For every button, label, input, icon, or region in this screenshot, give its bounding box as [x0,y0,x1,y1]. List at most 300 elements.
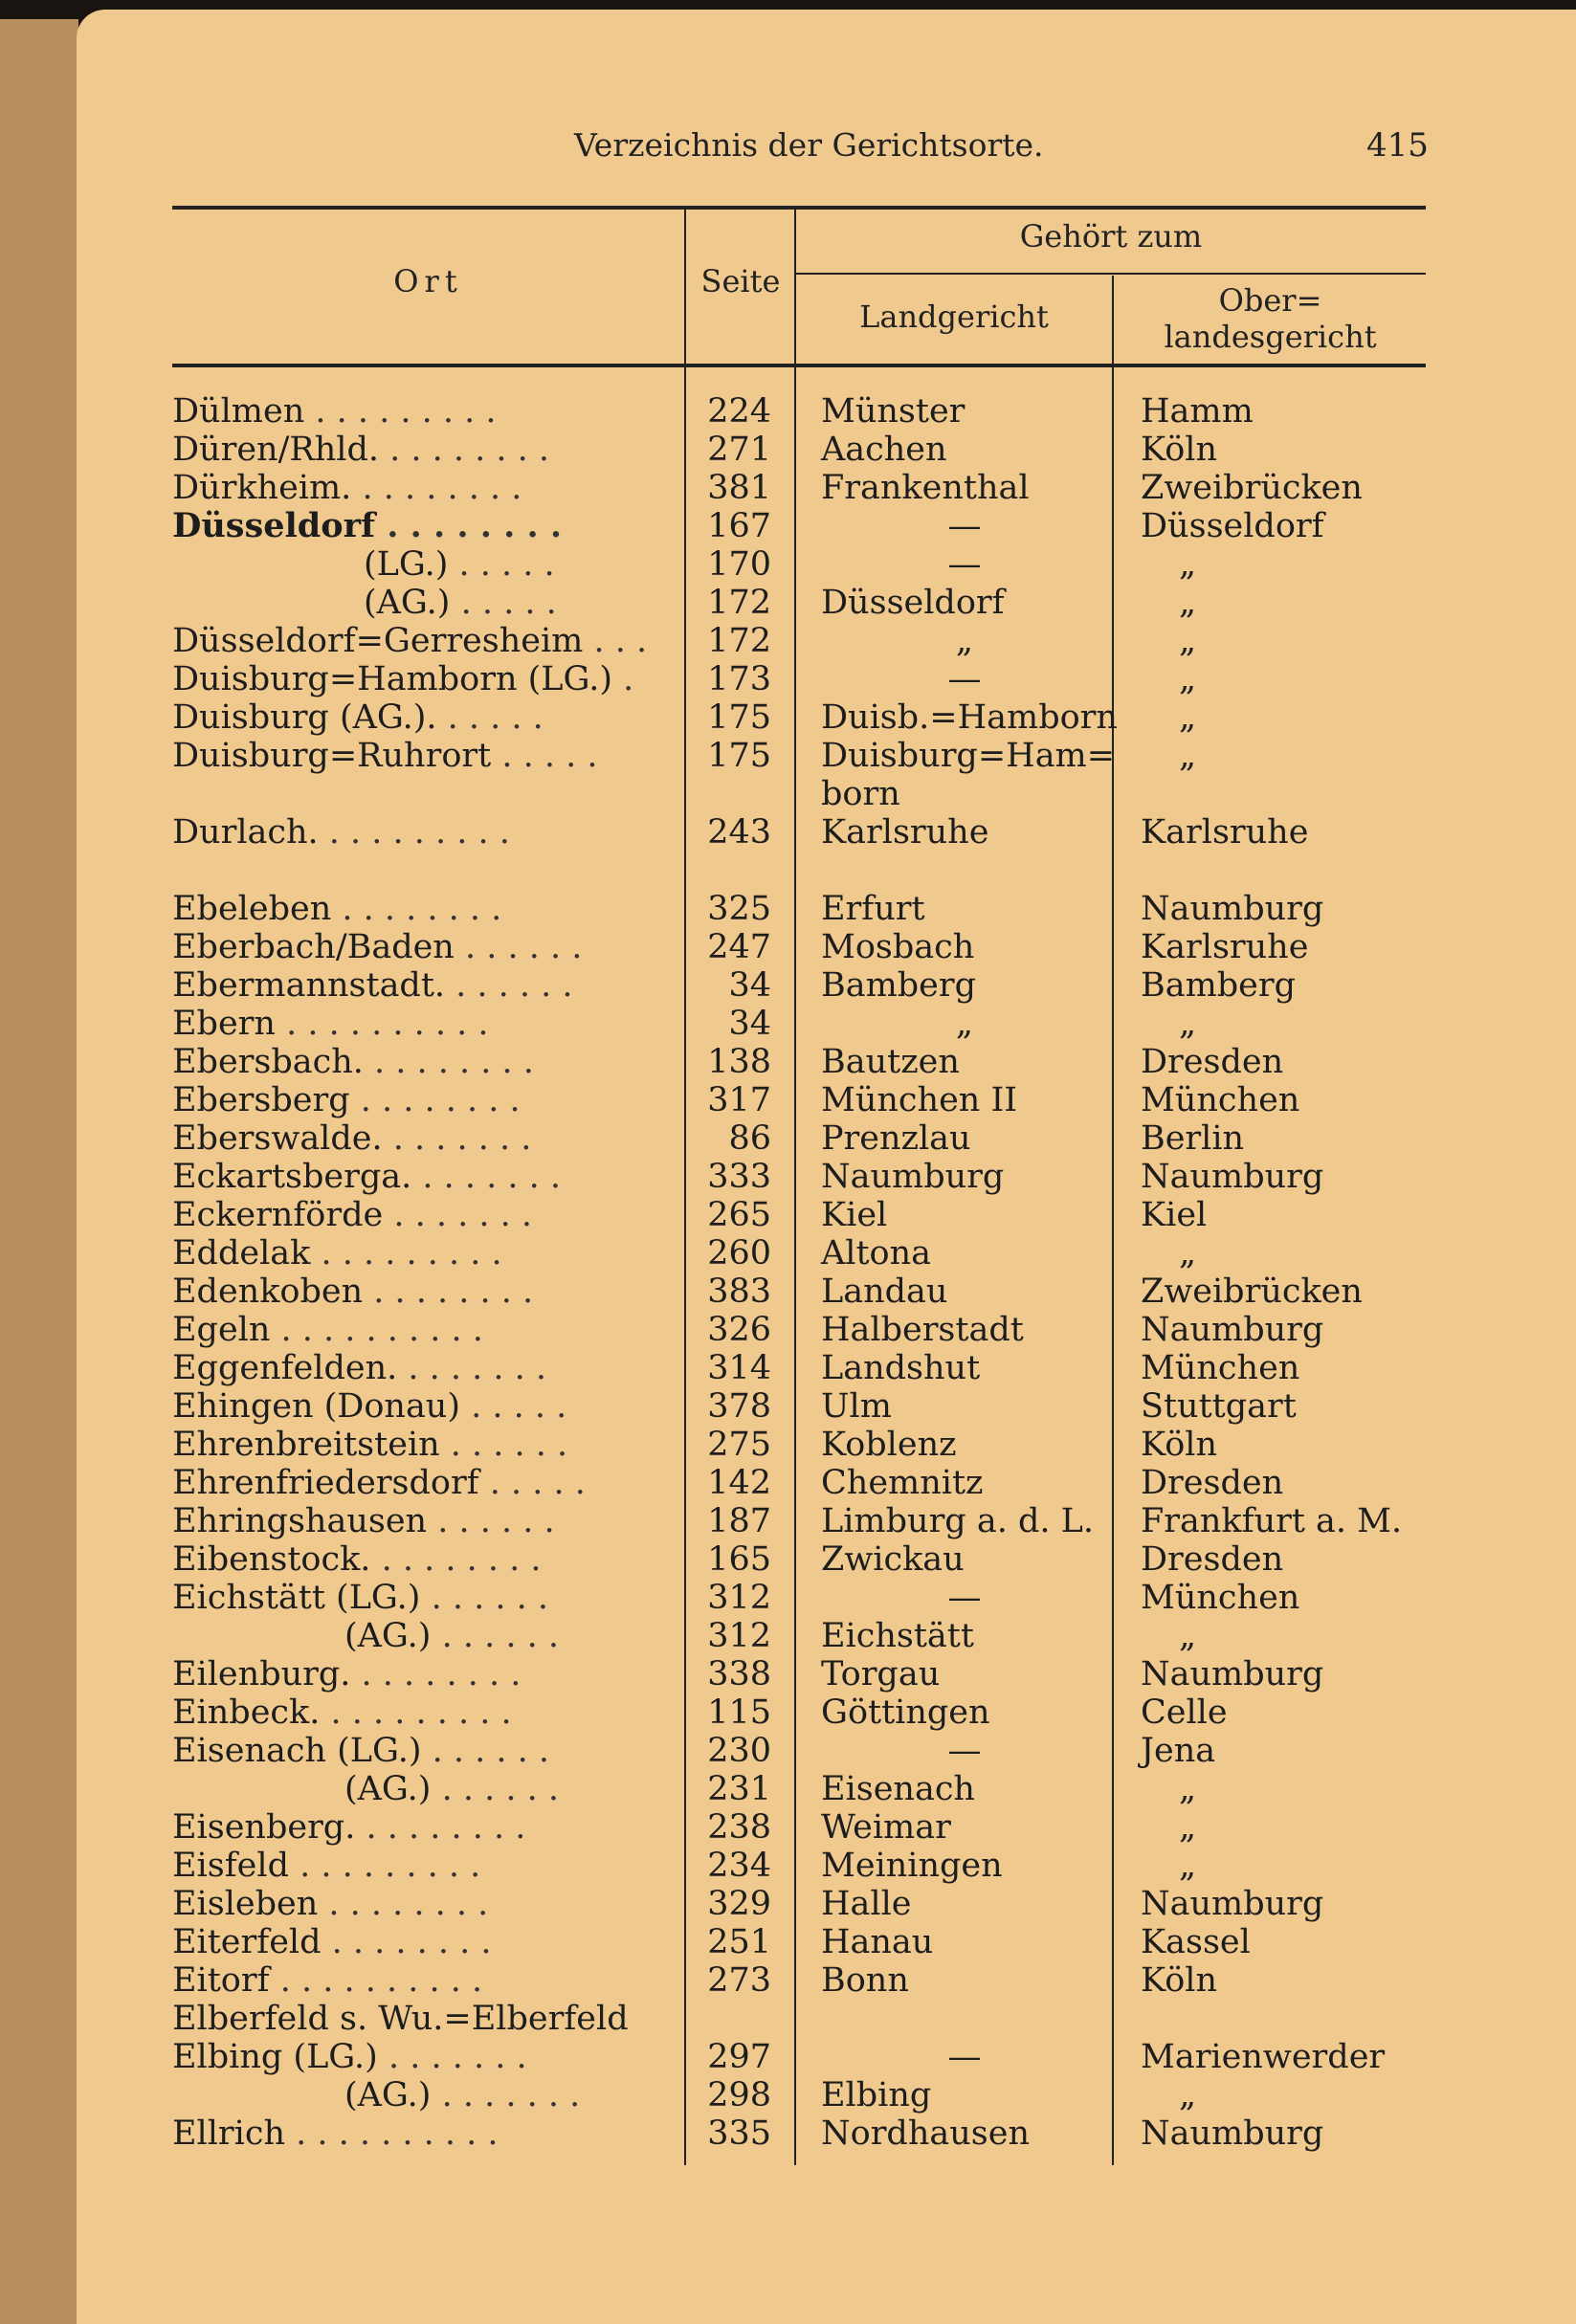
cell-seite: 173 [707,660,771,698]
cell-oberlandesgericht: „ [1179,1770,1197,1808]
ort-name: Duisburg=Ruhrort [172,737,492,775]
cell-ort [172,1693,660,1732]
table-row [0,928,1576,966]
cell-ort [172,469,660,507]
table-row [0,392,1576,431]
cell-oberlandesgericht: Jena [1141,1732,1216,1770]
column-header-seite: Seite [700,263,781,299]
cell-seite: 238 [707,1808,771,1847]
leader-dots: . . . . . . . [431,2076,581,2114]
table-row [0,1043,1576,1081]
cell-ort [172,1349,660,1387]
cell-seite: 317 [707,1081,771,1119]
cell-ort [172,966,660,1005]
cell-ort [172,1732,660,1770]
ort-name: Eberswalde. [172,1119,383,1158]
cell-ort [172,1885,660,1923]
cell-seite: 326 [707,1311,771,1349]
leader-dots: . . . . . . . . . . [285,2114,499,2153]
cell-ort [172,928,660,966]
leader-dots: . . . . . [478,1464,586,1502]
leader-dots: . . . . . . [454,928,583,966]
leader-dots: . . . . . . . . [375,507,563,545]
ort-name: Eibenstock. [172,1540,371,1579]
cell-oberlandesgericht: „ [1179,698,1197,737]
leader-dots: . . . . . . . . [355,1808,526,1847]
cell-ort [172,1426,660,1464]
cell-oberlandesgericht: Hamm [1141,392,1254,431]
cell-landgericht: Frankenthal [821,469,1030,507]
ort-name: (LG.) [364,545,449,584]
cell-ort [172,890,660,928]
leader-dots: . [612,660,634,698]
leader-dots: . . . . . . . . [350,1655,522,1693]
leader-dots: . . . . . . . . . [318,813,510,852]
cell-seite: 34 [728,1005,771,1043]
cell-seite: 187 [707,1502,771,1540]
leader-dots: . . . . . . . . . . [269,1961,483,2000]
leader-dots: . . . . . . [420,1579,548,1617]
table-row [0,1808,1576,1847]
cell-landgericht: Meiningen [821,1847,1003,1885]
ort-name: Ebermannstadt. [172,966,446,1005]
leader-dots: . . . . . . . . [321,1923,492,1961]
cell-ort [172,1847,660,1885]
cell-seite: 86 [728,1119,771,1158]
cell-seite: 175 [707,737,771,775]
cell-seite: 329 [707,1885,771,1923]
leader-dots: . . . . . [491,737,598,775]
cell-seite: 142 [707,1464,771,1502]
leader-dots: . . . . . . [427,1502,555,1540]
cell-landgericht: Landshut [821,1349,981,1387]
cell-seite: 297 [707,2038,771,2076]
ort-name: Ebeleben [172,890,332,928]
cell-landgericht: Zwickau [821,1540,965,1579]
cell-seite: 338 [707,1655,771,1693]
ort-name: Ehringshausen [172,1502,428,1540]
cell-seite: 333 [707,1158,771,1196]
cell-landgericht: born [821,775,900,813]
cell-landgericht: Bonn [821,1961,909,2000]
table-row [0,1961,1576,2000]
cell-landgericht: Halle [821,1885,912,1923]
cell-seite: 378 [707,1387,771,1426]
cell-seite: 115 [707,1693,771,1732]
table-row [0,1770,1576,1808]
cell-ort [172,1579,660,1617]
leader-dots: . . . . . . [421,1732,549,1770]
leader-dots: . . . . . . . [382,1119,532,1158]
ort-name: Eisfeld [172,1847,289,1885]
ort-name: Dülmen [172,392,305,431]
table-row [0,622,1576,660]
cell-ort [172,545,660,584]
cell-seite: 381 [707,469,771,507]
cell-ort [172,1808,660,1847]
leader-dots: . . . . . . . [397,1349,547,1387]
table-row [0,431,1576,469]
table-row [0,1311,1576,1349]
cell-oberlandesgericht: München [1141,1579,1300,1617]
ort-name: (AG.) [344,1617,432,1655]
cell-oberlandesgericht: Zweibrücken [1141,1273,1363,1311]
table-row [0,1426,1576,1464]
cell-seite: 231 [707,1770,771,1808]
cell-seite: 265 [707,1196,771,1234]
table-row [0,1885,1576,1923]
page-number: 415 [1366,126,1429,165]
cell-ort [172,1617,660,1655]
ort-name: Duisburg (AG.). [172,698,437,737]
ort-name: Eddelak [172,1234,311,1273]
leader-dots: . . . . . . . . [379,431,550,469]
table-row [0,1234,1576,1273]
ort-name: Eilenburg. [172,1655,351,1693]
leader-dots: . . . . . . [439,1426,568,1464]
table-row [0,469,1576,507]
cell-landgericht: München II [821,1081,1018,1119]
cell-landgericht: Altona [821,1234,932,1273]
running-header-title: Verzeichnis der Gerichtsorte. [574,126,1044,164]
leader-dots: . . . . . . . . . . [270,1311,483,1349]
cell-landgericht: Weimar [821,1808,951,1847]
leader-dots: . . . . . . . . [349,1081,521,1119]
subheader-rule [794,273,1426,275]
cell-ort [172,737,660,775]
cell-ort [172,1119,660,1158]
table-row [0,2038,1576,2076]
cell-seite: 34 [728,966,771,1005]
cell-ort [172,660,660,698]
cell-ort [172,1196,660,1234]
cell-seite: 251 [707,1923,771,1961]
cell-oberlandesgericht: „ [1179,2076,1197,2114]
ort-name: Dürkheim. [172,469,352,507]
leader-dots: . . . . . [448,545,555,584]
table-row [0,507,1576,545]
cell-oberlandesgericht: „ [1179,1847,1197,1885]
leader-dots: . . . . . [460,1387,567,1426]
ort-name: Durlach. [172,813,319,852]
table-top-rule [172,206,1426,210]
cell-seite: 243 [707,813,771,852]
table-row [0,1005,1576,1043]
cell-landgericht: Eichstätt [821,1617,974,1655]
cell-oberlandesgericht: Naumburg [1141,1158,1324,1196]
cell-seite: 170 [707,545,771,584]
table-row [0,660,1576,698]
cell-landgericht: Hanau [821,1923,934,1961]
cell-landgericht: Göttingen [821,1693,990,1732]
cell-seite: 172 [707,584,771,622]
table-row [0,1540,1576,1579]
cell-landgericht: — [947,1579,982,1617]
cell-landgericht: Elbing [821,2076,932,2114]
table-row [0,966,1576,1005]
cell-landgericht: „ [955,1005,974,1043]
cell-oberlandesgericht: Marienwerder [1141,2038,1386,2076]
ort-name: Eberbach/Baden [172,928,455,966]
cell-landgericht: Bautzen [821,1043,960,1081]
ort-name: Elbing (LG.) [172,2038,378,2076]
ort-name: Eisleben [172,1885,319,1923]
cell-landgericht: Halberstadt [821,1311,1024,1349]
cell-ort [172,584,660,622]
table-row [0,2114,1576,2153]
cell-landgericht: Düsseldorf [821,584,1005,622]
ort-name: Duisburg=Hamborn (LG.) [172,660,613,698]
ort-name: Eckartsberga. [172,1158,412,1196]
leader-dots: . . . [583,622,648,660]
table-row [0,1387,1576,1426]
leader-dots: . . . . . . [445,966,573,1005]
table-row [0,1273,1576,1311]
cell-seite: 175 [707,698,771,737]
ort-name: Ellrich [172,2114,286,2153]
leader-dots: . . . . . . . [383,1196,532,1234]
cell-seite: 335 [707,2114,771,2153]
cell-landgericht: Nordhausen [821,2114,1030,2153]
cell-seite: 247 [707,928,771,966]
cell-landgericht: „ [955,622,974,660]
cell-seite: 383 [707,1273,771,1311]
ort-name: Eiterfeld [172,1923,322,1961]
cell-landgericht: Duisb.=Hamborn [821,698,1118,737]
cell-ort [172,1043,660,1081]
table-row [0,2076,1576,2114]
column-header-landgericht: Landgericht [859,299,1049,335]
leader-dots: . . . . . . . [411,1158,561,1196]
cell-ort [172,1464,660,1502]
cell-oberlandesgericht: München [1141,1349,1300,1387]
ort-name: Düsseldorf [172,507,376,545]
table-row [0,1579,1576,1617]
table-row [0,1617,1576,1655]
cell-ort [172,622,660,660]
cell-landgericht: Aachen [821,431,947,469]
cell-oberlandesgericht: „ [1179,1617,1197,1655]
ort-name: Egeln [172,1311,271,1349]
table-row [0,1119,1576,1158]
cell-landgericht: Erfurt [821,890,925,928]
cell-seite: 224 [707,392,771,431]
leader-dots: . . . . . . . . [363,1273,534,1311]
leader-dots: . . . . . [450,584,557,622]
table-row [0,1464,1576,1502]
cell-ort [172,1961,660,2000]
table-row [0,698,1576,737]
column-header-oberlandesgericht-line2: landesgericht [1164,319,1377,355]
table-row [0,1923,1576,1961]
leader-dots: . . . . . . . . [363,1043,534,1081]
table-row [0,584,1576,622]
cell-oberlandesgericht: Celle [1141,1693,1228,1732]
leader-dots: . . . . . . . . [318,1885,489,1923]
cell-oberlandesgericht: Karlsruhe [1141,928,1309,966]
column-header-gehoert-zum: Gehört zum [1019,218,1203,255]
cell-ort [172,392,660,431]
table-row [0,1693,1576,1732]
cell-ort [172,698,660,737]
cell-seite: 314 [707,1349,771,1387]
cell-landgericht: Koblenz [821,1426,957,1464]
cell-oberlandesgericht: „ [1179,1005,1197,1043]
cell-oberlandesgericht: „ [1179,1234,1197,1273]
cell-ort [172,813,660,852]
cell-oberlandesgericht: Bamberg [1141,966,1297,1005]
cell-ort [172,1158,660,1196]
cell-landgericht: Landau [821,1273,948,1311]
cell-ort [172,1005,660,1043]
cell-oberlandesgericht: Zweibrücken [1141,469,1363,507]
ort-name: Eichstätt (LG.) [172,1579,421,1617]
leader-dots: . . . . . . . . [370,1540,542,1579]
cell-ort [172,2000,660,2038]
cell-landgericht: — [947,1732,982,1770]
table-row [0,1081,1576,1119]
ort-name: Eisenberg. [172,1808,356,1847]
ort-name: Düsseldorf=Gerresheim [172,622,584,660]
cell-seite: 273 [707,1961,771,2000]
cell-oberlandesgericht: Berlin [1141,1119,1245,1158]
cell-ort [172,1311,660,1349]
cell-oberlandesgericht: Naumburg [1141,1655,1324,1693]
table-row [0,1158,1576,1196]
cell-ort [172,1502,660,1540]
cell-ort [172,1540,660,1579]
cell-ort [172,2038,660,2076]
cell-oberlandesgericht: Naumburg [1141,1311,1324,1349]
cell-oberlandesgericht: Dresden [1141,1540,1284,1579]
cell-oberlandesgericht: Kiel [1141,1196,1208,1234]
ort-name: Eggenfelden. [172,1349,398,1387]
leader-dots: . . . . . . . . [351,469,522,507]
cell-oberlandesgericht: Köln [1141,1961,1218,2000]
cell-oberlandesgericht: „ [1179,622,1197,660]
cell-oberlandesgericht: Frankfurt a. M. [1141,1502,1403,1540]
table-row [0,545,1576,584]
cell-landgericht: — [947,507,982,545]
table-row [0,1847,1576,1885]
leader-dots: . . . . . . . . . [288,1847,481,1885]
cell-oberlandesgericht: München [1141,1081,1300,1119]
ort-name: Ebersbach. [172,1043,364,1081]
leader-dots: . . . . . . [431,1770,559,1808]
table-row [0,813,1576,852]
table-row [0,1502,1576,1540]
table-row [0,737,1576,775]
table-row [0,1732,1576,1770]
table-row [0,890,1576,928]
cell-landgericht: Limburg a. d. L. [821,1502,1094,1540]
ort-name: Ehingen (Donau) [172,1387,461,1426]
ort-name: Edenkoben [172,1273,364,1311]
cell-landgericht: Münster [821,392,966,431]
leader-dots: . . . . . . . . . . [275,1005,489,1043]
leader-dots: . . . . . . . [377,2038,527,2076]
cell-ort [172,1234,660,1273]
cell-seite: 271 [707,431,771,469]
cell-oberlandesgericht: Stuttgart [1141,1387,1297,1426]
cell-landgericht: — [947,545,982,584]
ort-name: (AG.) [364,584,451,622]
cell-oberlandesgericht: Dresden [1141,1043,1284,1081]
cell-oberlandesgericht: „ [1179,545,1197,584]
cell-landgericht: Chemnitz [821,1464,984,1502]
cell-ort [172,1655,660,1693]
cell-landgericht: Bamberg [821,966,977,1005]
cell-landgericht: — [947,2038,982,2076]
ort-name: Eckernförde [172,1196,384,1234]
cell-seite: 172 [707,622,771,660]
cell-ort [172,431,660,469]
table-row [0,1349,1576,1387]
cell-oberlandesgericht: Dresden [1141,1464,1284,1502]
column-header-ort: Ort [393,263,463,299]
cell-oberlandesgericht: Köln [1141,431,1218,469]
cell-ort [172,1273,660,1311]
cell-ort [172,2076,660,2114]
table-row [0,1655,1576,1693]
cell-oberlandesgericht: Karlsruhe [1141,813,1309,852]
leader-dots: . . . . . . . . . [304,392,497,431]
cell-oberlandesgericht: Naumburg [1141,890,1324,928]
ort-name: Eitorf [172,1961,270,2000]
column-header-oberlandesgericht-line1: Ober= [1218,282,1322,319]
cell-landgericht: Duisburg=Ham= [821,737,1116,775]
ort-name: Ebern [172,1005,276,1043]
cell-oberlandesgericht: „ [1179,584,1197,622]
cell-landgericht: — [947,660,982,698]
cell-oberlandesgericht: Naumburg [1141,2114,1324,2153]
cell-landgericht: Karlsruhe [821,813,989,852]
cell-oberlandesgericht: Köln [1141,1426,1218,1464]
cell-ort [172,2114,660,2153]
cell-seite: 260 [707,1234,771,1273]
cell-ort [172,507,660,545]
ort-name: (AG.) [344,2076,432,2114]
ort-name: Elberfeld s. Wu.=Elberfeld [172,2000,629,2038]
ort-name: Ehrenbreitstein [172,1426,440,1464]
cell-landgericht: Ulm [821,1387,892,1426]
cell-seite: 275 [707,1426,771,1464]
leader-dots: . . . . . . . . . [310,1234,502,1273]
cell-ort [172,1081,660,1119]
cell-seite: 138 [707,1043,771,1081]
leader-dots: . . . . . . . . [331,890,502,928]
cell-landgericht: Kiel [821,1196,888,1234]
cell-seite: 312 [707,1617,771,1655]
cell-ort [172,1923,660,1961]
cell-seite: 325 [707,890,771,928]
leader-dots: . . . . . . [431,1617,559,1655]
leader-dots: . . . . . [436,698,544,737]
cell-landgericht: Eisenach [821,1770,975,1808]
ort-name: Einbeck. [172,1693,321,1732]
ort-name: Eisenach (LG.) [172,1732,422,1770]
cell-seite: 298 [707,2076,771,2114]
cell-seite: 230 [707,1732,771,1770]
ort-name: Ebersberg [172,1081,350,1119]
cell-landgericht: Mosbach [821,928,975,966]
ort-name: Ehrenfriedersdorf [172,1464,479,1502]
cell-landgericht: Prenzlau [821,1119,971,1158]
cell-seite: 234 [707,1847,771,1885]
cell-oberlandesgericht: „ [1179,660,1197,698]
table-row [0,2000,1576,2038]
cell-ort [172,1387,660,1426]
